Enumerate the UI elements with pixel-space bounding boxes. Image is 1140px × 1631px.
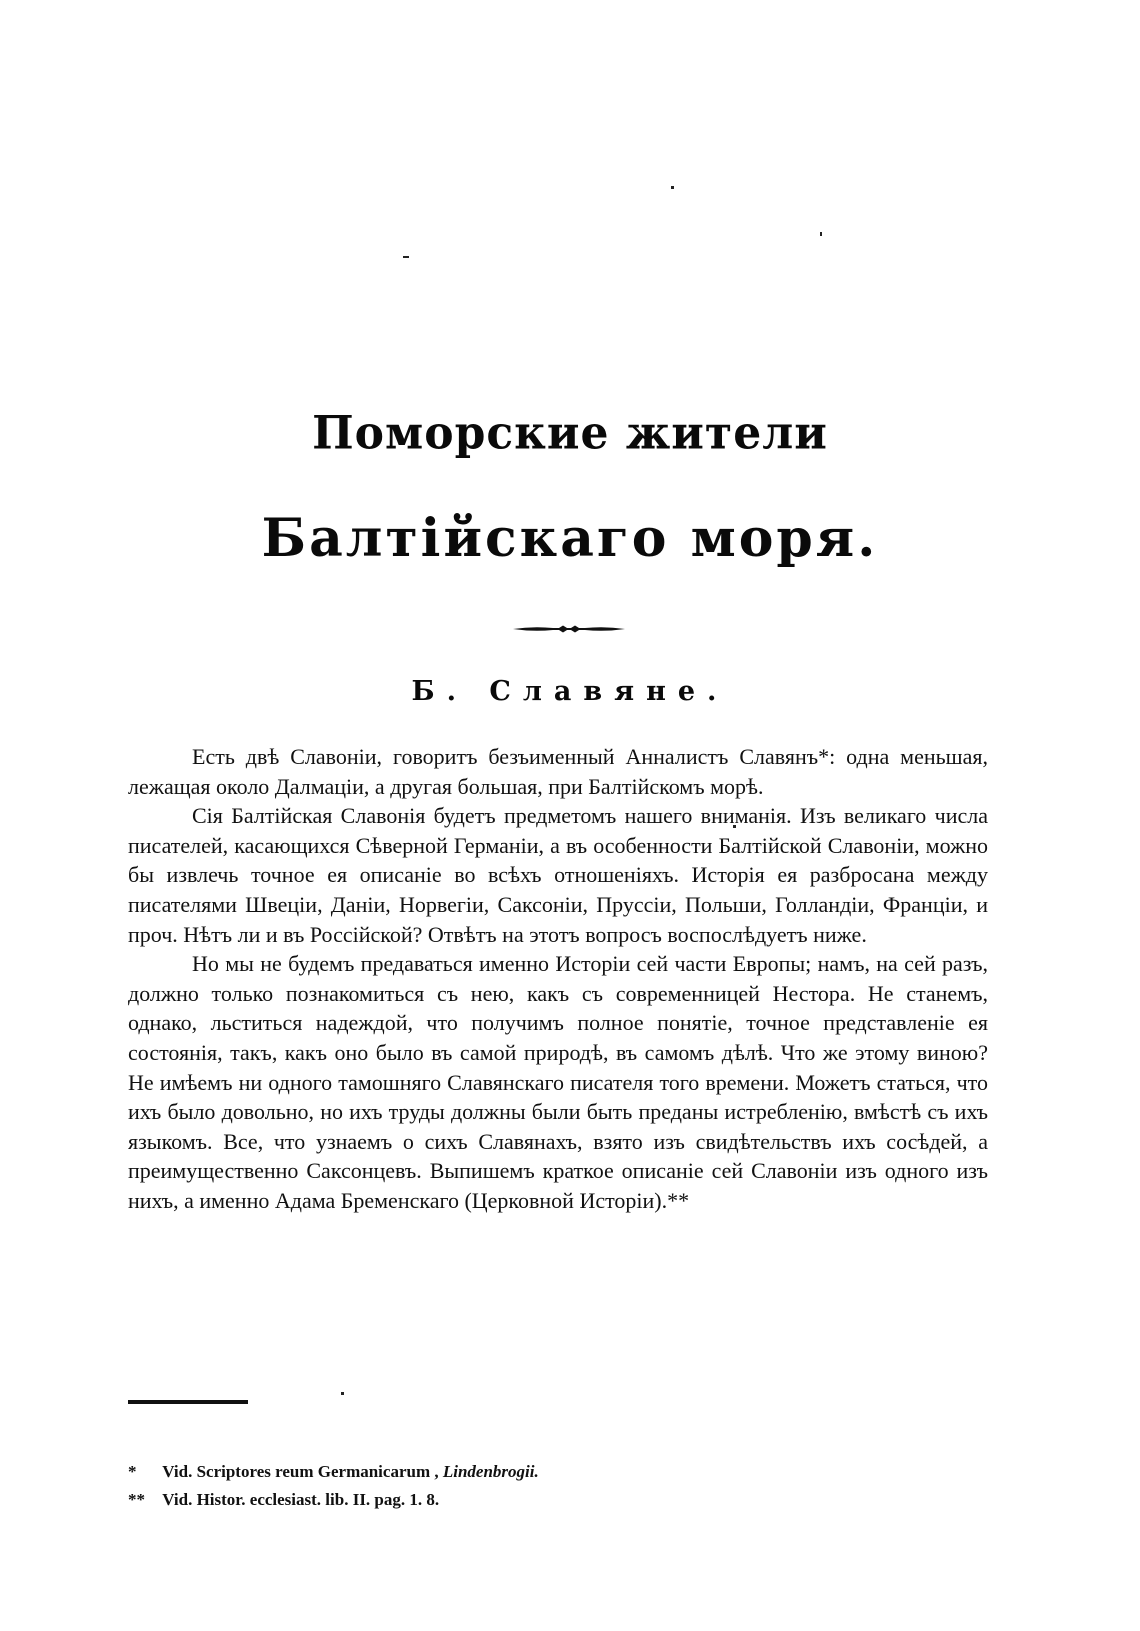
print-speck <box>403 256 409 258</box>
title-line-1: Поморские жители <box>312 406 828 461</box>
divider-ornament <box>513 625 625 633</box>
footnotes <box>128 1458 539 1514</box>
footnote-source-italic: Lindenbrogii. <box>442 1462 539 1481</box>
paragraph: Есть двѣ Славоніи, говоритъ безъименный Анналистъ Славянъ*: одна меньшая, лежащая около Далмаціи, а другая большая, при Балтійскомъ морѣ. <box>128 744 988 799</box>
footnote <box>128 1458 539 1486</box>
footnote-mark: ** <box>128 1490 145 1509</box>
print-speck <box>341 1392 344 1395</box>
print-speck <box>820 232 822 236</box>
paragraph: Но мы не будемъ предаваться именно Исторіи сей части Европы; намъ, на сей разъ, должно только познакомиться съ нею, какъ съ современницей Нестора. Не станемъ, однако, льститься надеждой, что получимъ полное понятіе, точное представленіе ея состоянія, такъ, какъ оно было въ самой природѣ, въ самомъ дѣлѣ. Что же этому виною? Не имѣемъ ни одного тамошняго Славянскаго писателя того времени. Можетъ статься, что ихъ было довольно, но ихъ труды должны были быть преданы истребленію, вмѣстѣ съ ихъ языкомъ. Все, что узнаемъ о сихъ Славянахъ, взято изъ свидѣтельствъ ихъ сосѣдей, а преимущественно Саксонцевъ. Выпишемъ краткое описаніе сей Славоніи изъ одного изъ нихъ, а именно Адама Бременскаго (Церковной Исторіи).** <box>128 951 988 1213</box>
footnote <box>128 1486 539 1514</box>
footnote-source: Vid. Histor. ecclesiast. lib. II. pag. 1. 8. <box>162 1490 440 1509</box>
paragraph: Сія Балтійская Славонія будетъ предметомъ нашего вниманія. Изъ великаго числа писателей, касающихся Сѣверной Германіи, а въ особенности Балтійской Славоніи, можно бы извлечь точное ея описаніе во всѣхъ отношеніяхъ. Исторія ея разбросана между писателями Швеціи, Даніи, Норвегіи, Саксоніи, Пруссіи, Польши, Голландіи, Франціи, и проч. Нѣтъ ли и въ Россійской? Отвѣтъ на этотъ вопросъ воспослѣдуетъ ниже. <box>128 803 988 947</box>
title-line-2: Балтійскаго моря. <box>261 508 879 569</box>
footnote-mark: * <box>128 1462 137 1481</box>
print-speck <box>671 186 674 189</box>
section-heading: Б. Славяне. <box>411 676 729 707</box>
body-text <box>128 742 988 1216</box>
footnote-source: Vid. Scriptores reum Germanicarum , <box>162 1462 439 1481</box>
footnote-rule <box>128 1400 248 1404</box>
